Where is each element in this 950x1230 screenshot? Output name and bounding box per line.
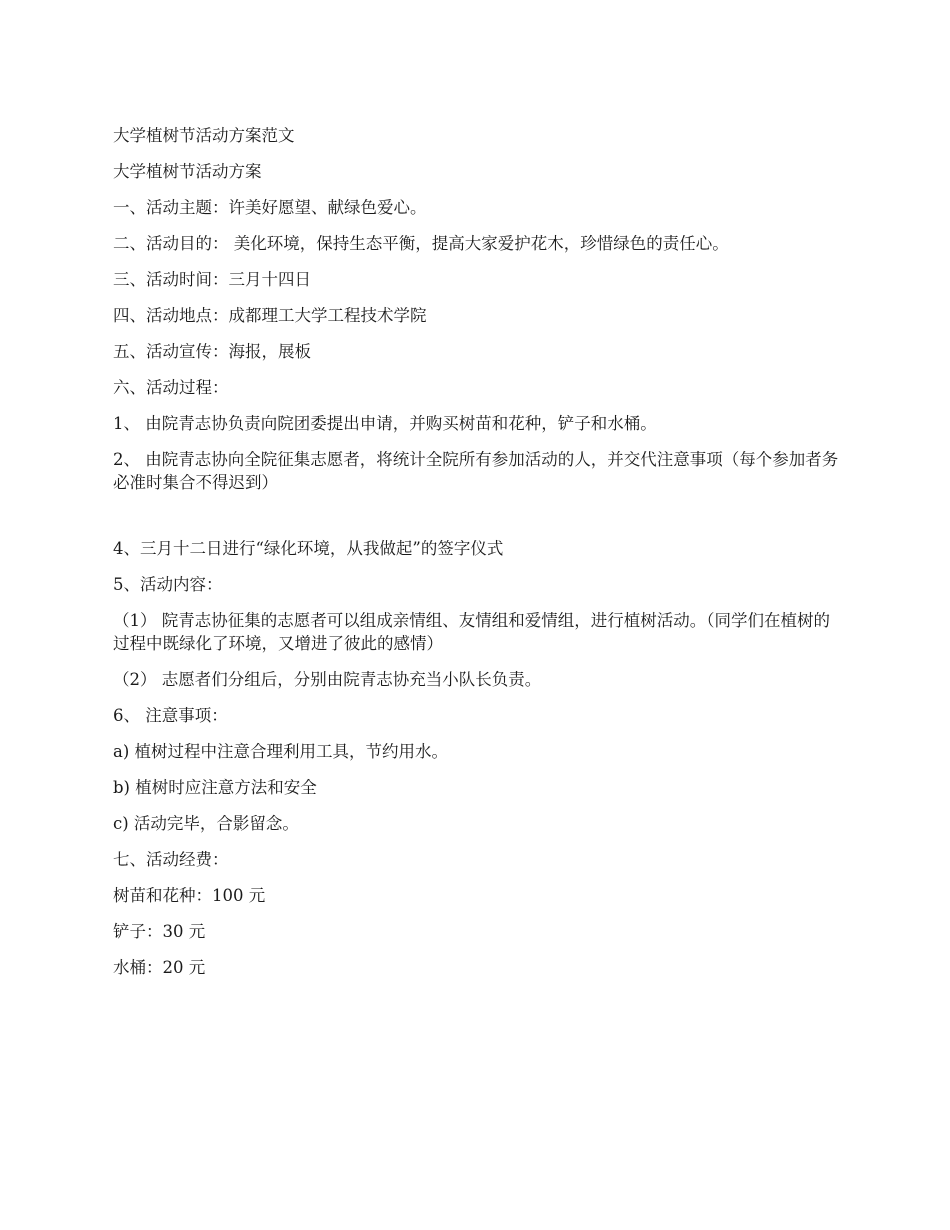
document-subtitle: 大学植树节活动方案 <box>113 162 262 181</box>
budget-buckets: 水桶：20 元 <box>113 958 206 977</box>
activity-content-1: （1） 院青志协征集的志愿者可以组成亲情组、友情组和爱情组，进行植树活动。（同学们在植树的过程中既绿化了环境，又增进了彼此的感情） <box>113 611 830 653</box>
section-time: 三、活动时间：三月十四日 <box>113 270 311 289</box>
activity-content-2: （2） 志愿者们分组后，分别由院青志协充当小队长负责。 <box>113 670 542 689</box>
note-b: b) 植树时应注意方法和安全 <box>113 778 317 797</box>
budget-saplings: 树苗和花种：100 元 <box>113 886 266 905</box>
process-step-1: 1、 由院青志协负责向院团委提出申请，并购买树苗和花种，铲子和水桶。 <box>113 414 657 433</box>
document-body <box>113 124 843 992</box>
budget-shovels: 铲子：30 元 <box>113 922 206 941</box>
section-theme: 一、活动主题：许美好愿望、献绿色爱心。 <box>113 198 427 217</box>
section-location: 四、活动地点：成都理工大学工程技术学院 <box>113 306 427 325</box>
process-step-2: 2、 由院青志协向全院征集志愿者，将统计全院所有参加活动的人，并交代注意事项（每个参加者务必准时集合不得迟到） <box>113 450 839 492</box>
process-step-5-heading: 5、活动内容： <box>113 575 223 594</box>
section-process-heading: 六、活动过程： <box>113 378 229 397</box>
section-publicity: 五、活动宣传：海报，展板 <box>113 342 311 361</box>
note-a: a) 植树过程中注意合理利用工具，节约用水。 <box>113 742 449 761</box>
note-c: c) 活动完毕，合影留念。 <box>113 814 299 833</box>
budget-heading: 七、活动经费： <box>113 850 229 869</box>
notes-heading: 6、 注意事项： <box>113 706 228 725</box>
document-title: 大学植树节活动方案范文 <box>113 126 295 145</box>
process-step-4: 4、三月十二日进行“绿化环境，从我做起”的签字仪式 <box>113 539 504 558</box>
section-purpose: 二、活动目的： 美化环境，保持生态平衡，提高大家爱护花木，珍惜绿色的责任心。 <box>113 234 729 253</box>
